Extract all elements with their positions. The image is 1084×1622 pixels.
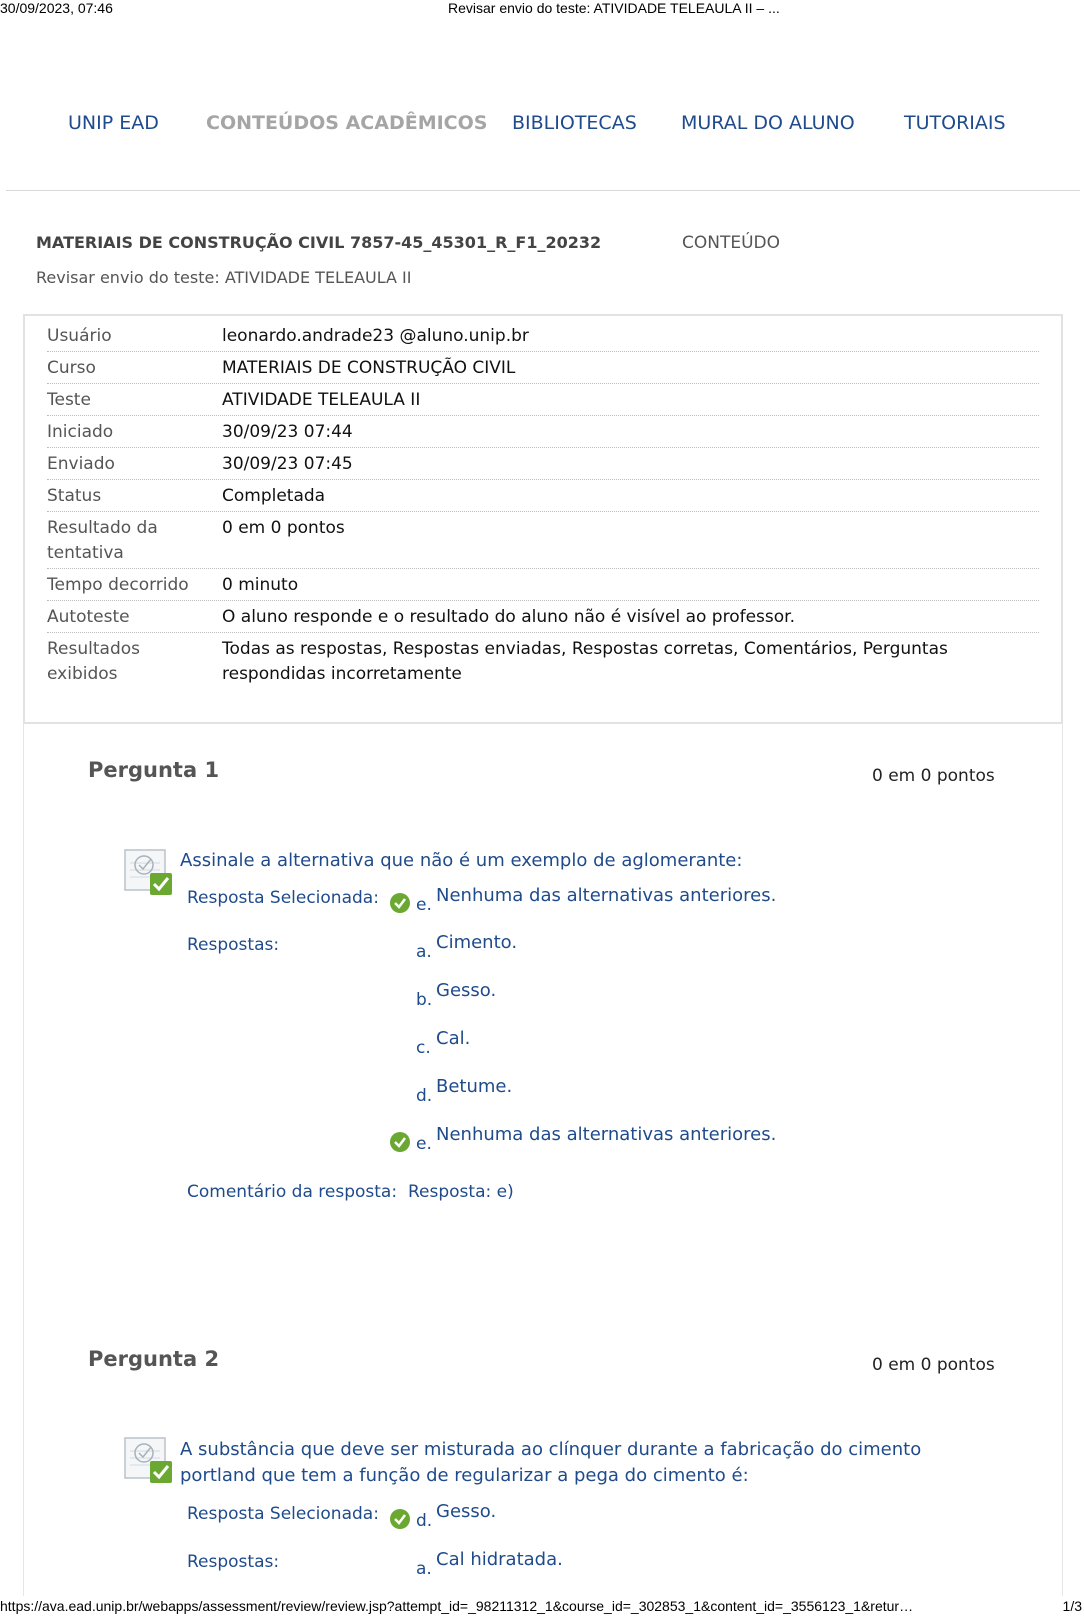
nav-conteudos-academicos[interactable]: CONTEÚDOS ACADÊMICOS [206,112,488,134]
answer-letter: c. [416,1038,431,1058]
top-navigation [0,112,1084,152]
nav-tutoriais[interactable]: TUTORIAIS [904,112,1006,134]
detail-label: Resultado da tentativa [47,518,158,563]
detail-label: Autoteste [47,607,130,627]
detail-row [47,320,1039,352]
answer-text: Betume. [436,1076,513,1097]
print-page-title: Revisar envio do teste: ATIVIDADE TELEAULA II – ... [448,0,780,16]
detail-row [47,512,1039,569]
answer-letter: e. [416,895,432,915]
detail-value: O aluno responde e o resultado do aluno não é visível ao professor. [222,607,795,627]
answers-label: Respostas: [187,935,280,955]
question-2-points: 0 em 0 pontos [872,1355,995,1375]
attempt-details [23,314,1063,724]
detail-value: MATERIAIS DE CONSTRUÇÃO CIVIL [222,358,516,378]
comment-label: Comentário da resposta: [187,1182,398,1202]
answer-letter: e. [416,1134,432,1154]
detail-row [47,633,1039,693]
detail-label: Curso [47,358,96,378]
print-header [0,0,1084,20]
nav-unip-ead[interactable]: UNIP EAD [68,112,159,134]
answer-comment: Resposta: e) [408,1182,514,1202]
detail-value: 0 minuto [222,575,299,595]
answer-letter: d. [416,1511,433,1531]
answer-text: Nenhuma das alternativas anteriores. [436,885,777,906]
nav-divider [6,190,1080,191]
question-1-text: Assinale a alternativa que não é um exemplo de aglomerante: [180,850,743,871]
detail-value: Completada [222,486,326,506]
answer-letter: b. [416,990,433,1010]
nav-mural-do-aluno[interactable]: MURAL DO ALUNO [681,112,855,134]
detail-row [47,601,1039,633]
detail-row [47,416,1039,448]
detail-value: leonardo.andrade23 @aluno.unip.br [222,326,529,346]
detail-label: Iniciado [47,422,114,442]
print-footer [0,1598,1084,1620]
detail-label: Teste [47,390,91,410]
print-datetime: 30/09/2023, 07:46 [0,0,113,16]
detail-row [47,569,1039,601]
question-2-title: Pergunta 2 [88,1347,220,1371]
answer-letter: a. [416,1559,432,1579]
answers-label: Respostas: [187,1552,280,1572]
detail-value: Todas as respostas, Respostas enviadas, Respostas corretas, Comentários, Perguntas respondidas incorretamente [222,639,948,684]
detail-row [47,352,1039,384]
detail-label: Status [47,486,102,506]
selected-answer-label: Resposta Selecionada: [187,888,379,908]
detail-row [47,448,1039,480]
detail-label: Usuário [47,326,112,346]
detail-value: 0 em 0 pontos [222,518,345,538]
detail-label: Enviado [47,454,115,474]
answer-text: Nenhuma das alternativas anteriores. [436,1124,777,1145]
detail-row [47,480,1039,512]
question-1-title: Pergunta 1 [88,758,220,782]
content-breadcrumb[interactable]: CONTEÚDO [682,233,781,253]
detail-value: 30/09/23 07:45 [222,454,353,474]
course-title[interactable]: MATERIAIS DE CONSTRUÇÃO CIVIL 7857-45_45301_R_F1_20232 [36,233,602,252]
print-page-number: 1/3 [1062,1598,1082,1614]
answer-letter: d. [416,1086,433,1106]
answer-text: Gesso. [436,1501,497,1522]
correct-check-icon [390,1132,410,1152]
detail-row [47,384,1039,416]
nav-bibliotecas[interactable]: BIBLIOTECAS [512,112,637,134]
question-2-text: A substância que deve ser misturada ao clínquer durante a fabricação do cimento portland que tem a função de regularizar a pega do cimento é: [180,1439,922,1486]
answer-text: Cal. [436,1028,471,1049]
correct-check-icon [390,1509,410,1529]
detail-label: Resultados exibidos [47,639,140,684]
question-1-points: 0 em 0 pontos [872,766,995,786]
correct-check-icon [390,893,410,913]
print-url: https://ava.ead.unip.br/webapps/assessment/review/review.jsp?attempt_id=_98211312_1&course_id=_302853_1&content_id=_3556123_1&retur… [0,1598,914,1614]
detail-value: 30/09/23 07:44 [222,422,353,442]
detail-value: ATIVIDADE TELEAULA II [222,390,421,410]
selected-answer-label: Resposta Selecionada: [187,1504,379,1524]
correct-question-icon [124,1437,172,1483]
answer-text: Cal hidratada. [436,1549,563,1570]
correct-question-icon [124,849,172,895]
answer-letter: a. [416,942,432,962]
page-title: Revisar envio do teste: ATIVIDADE TELEAULA II [36,268,412,287]
answer-text: Gesso. [436,980,497,1001]
detail-label: Tempo decorrido [47,575,189,595]
answer-text: Cimento. [436,932,518,953]
